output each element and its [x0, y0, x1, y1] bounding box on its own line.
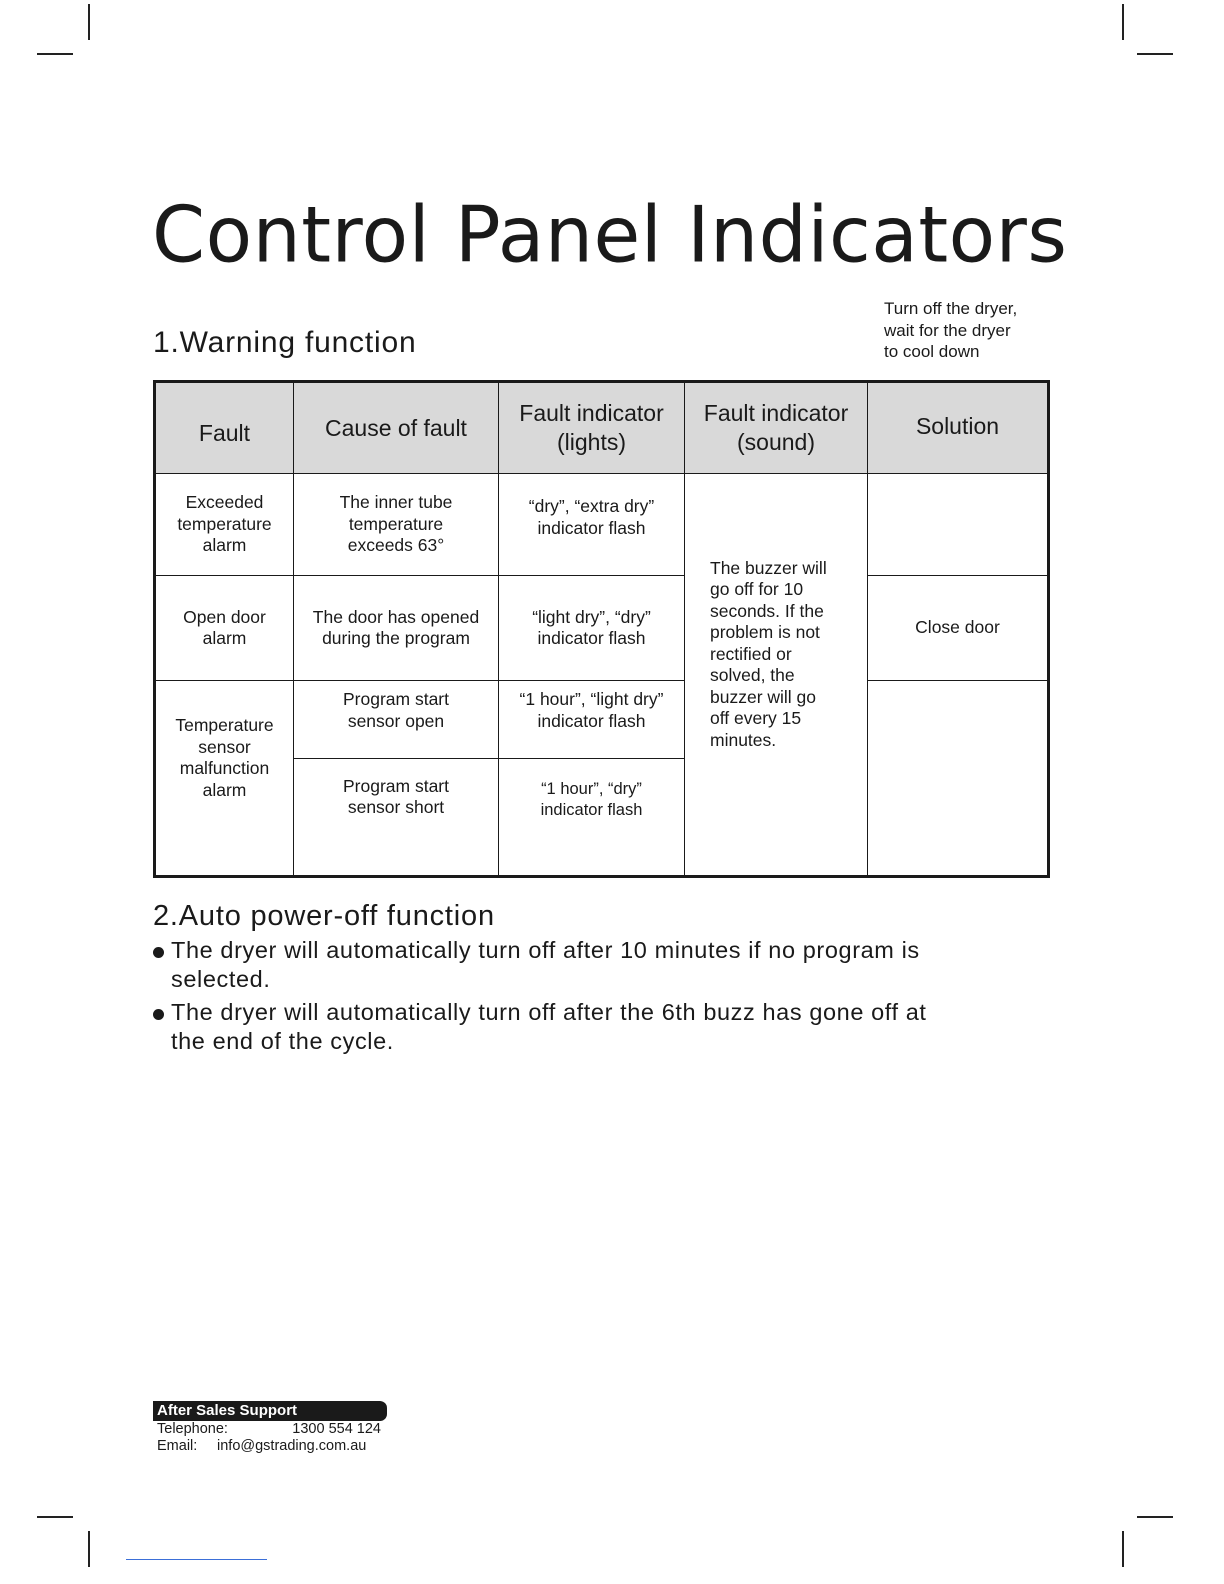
header-solution: Solution [868, 382, 1049, 474]
cell-lights: “light dry”, “dry” indicator flash [499, 576, 685, 681]
cell-fault: Temperature sensor malfunction alarm [155, 681, 294, 877]
bullet-icon [153, 947, 164, 958]
list-item: The dryer will automatically turn off after the 6th buzz has gone off at the end of the cycle. [153, 998, 1013, 1056]
cell-solution: Close door [868, 576, 1049, 681]
cell-solution [868, 474, 1049, 576]
crop-mark [88, 1531, 90, 1567]
table-row [155, 474, 1049, 576]
telephone-label: Telephone: [157, 1421, 228, 1437]
support-email-row [153, 1438, 387, 1455]
table-row [155, 681, 1049, 759]
cell-lights: “1 hour”, “dry” indicator flash [499, 759, 685, 877]
cell-fault: Exceeded temperature alarm [155, 474, 294, 576]
side-note-line: Turn off the dryer, [884, 299, 1018, 318]
header-cause: Cause of fault [294, 382, 499, 474]
auto-off-section-heading: 2.Auto power-off function [153, 900, 495, 932]
header-fault: Fault [155, 382, 294, 474]
after-sales-support [153, 1401, 387, 1455]
bullet-icon [153, 1009, 164, 1020]
cell-solution [868, 681, 1049, 877]
crop-mark [1137, 1516, 1173, 1518]
footer-link-line [126, 1559, 267, 1560]
header-lights: Fault indicator (lights) [499, 382, 685, 474]
table-row [155, 576, 1049, 681]
fault-table [153, 380, 1050, 878]
cell-cause: Program start sensor open [294, 681, 499, 759]
cell-lights: “1 hour”, “light dry” indicator flash [499, 681, 685, 759]
crop-mark [88, 4, 90, 40]
crop-mark [37, 1516, 73, 1518]
email-label: Email: [157, 1438, 198, 1454]
cell-sound: The buzzer will go off for 10 seconds. If the problem is not rectified or solved, the buzzer will go off every 15 minutes. [685, 474, 868, 877]
cell-cause: The door has opened during the program [294, 576, 499, 681]
cell-lights: “dry”, “extra dry” indicator flash [499, 474, 685, 576]
page-title: Control Panel Indicators [152, 189, 1068, 280]
cell-fault: Open door alarm [155, 576, 294, 681]
cell-cause: Program start sensor short [294, 759, 499, 877]
email-address[interactable]: info@gstrading.com.au [217, 1438, 367, 1454]
auto-off-list [153, 936, 1013, 1060]
header-sound: Fault indicator (sound) [685, 382, 868, 474]
side-note [884, 298, 1017, 363]
telephone-number[interactable]: 1300 554 124 [292, 1421, 381, 1437]
side-note-line: to cool down [884, 342, 980, 361]
warning-section-heading: 1.Warning function [153, 326, 417, 359]
crop-mark [1137, 53, 1173, 55]
cell-cause: The inner tube temperature exceeds 63° [294, 474, 499, 576]
table-header-row [155, 382, 1049, 474]
crop-mark [1122, 4, 1124, 40]
support-banner: After Sales Support [153, 1401, 387, 1421]
side-note-line: wait for the dryer [884, 320, 1011, 340]
crop-mark [37, 53, 73, 55]
list-item: The dryer will automatically turn off after 10 minutes if no program is selected. [153, 936, 1013, 994]
crop-mark [1122, 1531, 1124, 1567]
support-telephone-row [153, 1421, 387, 1438]
